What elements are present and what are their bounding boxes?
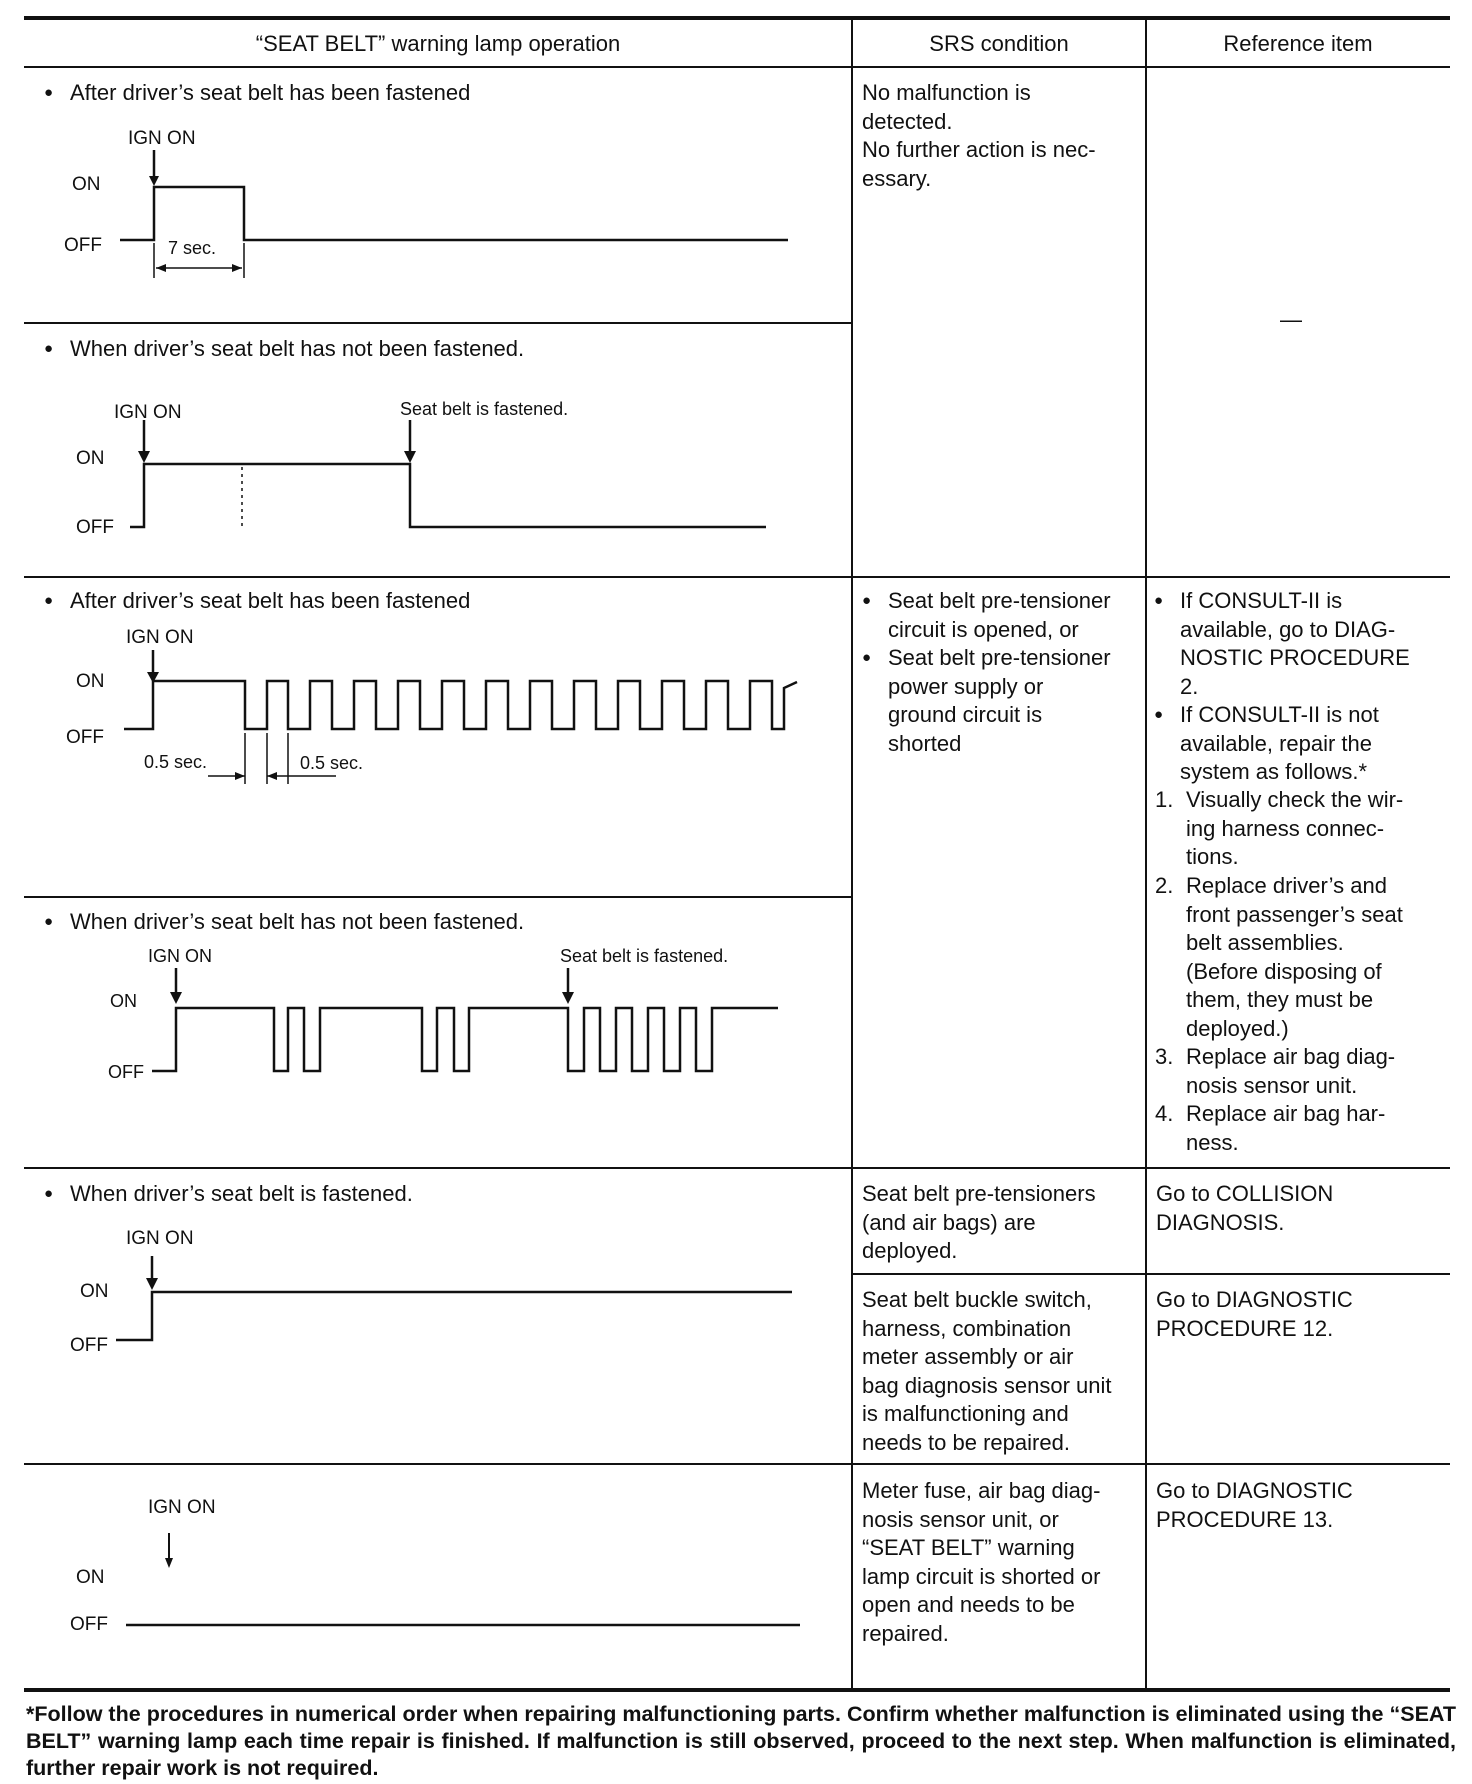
header-col-lamp-operation: “SEAT BELT” warning lamp operation — [255, 31, 621, 56]
row4-off-label: OFF — [70, 1614, 108, 1635]
row2-ref-line: available, go to DIAG- — [1180, 616, 1396, 642]
row3-ign-label: IGN ON — [126, 1228, 194, 1249]
row4-ref-line: Go to DIAGNOSTIC — [1156, 1478, 1353, 1503]
row2-b-ign-label: IGN ON — [148, 946, 213, 966]
row2-ref-line: ● If CONSULT-II is not — [1180, 702, 1379, 727]
row4-srs-line: nosis sensor unit, or — [862, 1506, 1059, 1532]
row1-srs-condition — [862, 79, 1096, 193]
row2-ref-bullet-1 — [1180, 587, 1410, 701]
row2-ref-step-1 — [1186, 786, 1403, 872]
row2-srs-line: shorted — [888, 730, 962, 756]
row1-srs-line: No further action is nec- — [862, 137, 1096, 162]
row3-srs-condition-b — [862, 1286, 1112, 1457]
row4-srs-line: lamp circuit is shorted or — [862, 1563, 1101, 1589]
row1-reference-dash: — — [1280, 307, 1302, 332]
row4-srs-condition — [862, 1477, 1100, 1648]
row3-srs-line: meter assembly or air — [862, 1344, 1074, 1369]
row2-ref-line: belt assemblies. — [1186, 930, 1344, 955]
row3-srs-line: is malfunctioning and — [862, 1401, 1069, 1426]
row1-b-fastened-label: Seat belt is fastened. — [400, 399, 569, 419]
row4-ign-label: IGN ON — [148, 1497, 216, 1518]
row2-ref-line: Replace air bag har- — [1186, 1101, 1386, 1126]
row4-srs-line: repaired. — [862, 1620, 949, 1646]
row2-ref-step-2-number: 2. — [1155, 873, 1174, 898]
row4-ref-line: PROCEDURE 13. — [1156, 1506, 1334, 1532]
row3-srs-line: harness, combination — [862, 1315, 1072, 1341]
row2-ref-line: Replace air bag diag- — [1186, 1044, 1396, 1069]
row2-ref-line: front passenger’s seat — [1186, 901, 1403, 927]
header-col-reference-item: Reference item — [1223, 31, 1373, 56]
row2-ref-line: ness. — [1186, 1129, 1239, 1155]
row3-ref-line: Go to DIAGNOSTIC — [1156, 1287, 1353, 1312]
row2-ref-line: nosis sensor unit. — [1186, 1072, 1358, 1098]
row2-srs-item-2 — [888, 644, 1111, 758]
row2-ref-line: ing harness connec- — [1186, 815, 1385, 841]
row2-ref-line: Replace driver’s and — [1186, 873, 1387, 898]
footnote: *Follow the procedures in numerical order when repairing malfunctioning parts. Confirm whether malfunction is eliminated using the “SEAT BELT” warning lamp each time repair is finished. If malfunction is still observed, proceed to the next step. When malfunction is eliminated, further repair work is not required. — [26, 1702, 1456, 1780]
row3-ref-line: PROCEDURE 12. — [1156, 1315, 1334, 1341]
row2-srs-line: power supply or — [888, 673, 1044, 699]
row1-srs-line: detected. — [862, 108, 953, 134]
row4-reference — [1156, 1477, 1353, 1534]
row2-ref-line: deployed.) — [1186, 1015, 1289, 1041]
row2-ref-step-4 — [1186, 1100, 1385, 1157]
row3-on-label: ON — [80, 1281, 109, 1302]
row1-b-off-label: OFF — [76, 517, 114, 538]
row1-srs-line: essary. — [862, 165, 932, 191]
row3-srs-line: deployed. — [862, 1238, 958, 1263]
row3-reference-b — [1156, 1286, 1353, 1343]
row3-reference-a — [1156, 1180, 1333, 1237]
row4-on-label: ON — [76, 1567, 105, 1588]
row2-ref-line: available, repair the — [1180, 730, 1373, 756]
row2-a-on-label: ON — [76, 671, 105, 692]
row2-ref-step-3-number: 3. — [1155, 1044, 1174, 1069]
row1-a-on-label: ON — [72, 174, 101, 195]
row2-a-duration-label-2: 0.5 sec. — [300, 753, 364, 773]
row3-srs-line: bag diagnosis sensor unit — [862, 1372, 1112, 1398]
row1-srs-line: No malfunction is — [862, 80, 1031, 105]
row2-ref-line: tions. — [1186, 844, 1239, 869]
row1-b-on-label: ON — [76, 448, 105, 469]
row2-a-title: ● After driver’s seat belt has been fastened — [70, 587, 470, 616]
row1-b-title: ● When driver’s seat belt has not been fastened. — [70, 335, 524, 364]
row2-ref-step-3 — [1186, 1043, 1395, 1100]
row2-a-duration-label-1: 0.5 sec. — [144, 752, 208, 772]
row2-ref-line: them, they must be — [1186, 987, 1374, 1012]
row2-ref-line: 2. — [1180, 673, 1199, 699]
row2-ref-step-1-number: 1. — [1155, 787, 1174, 812]
row2-b-on-label: ON — [110, 991, 137, 1011]
row2-ref-line: ● If CONSULT-II is — [1180, 588, 1343, 613]
row2-ref-step-2 — [1186, 872, 1403, 1043]
row3-title: ● When driver’s seat belt is fastened. — [70, 1180, 413, 1209]
header-col-srs-condition: SRS condition — [929, 31, 1069, 56]
row3-ref-line: DIAGNOSIS. — [1156, 1209, 1285, 1235]
row2-ref-line: Visually check the wir- — [1186, 787, 1404, 812]
row2-ref-bullet-2 — [1180, 701, 1379, 787]
row3-off-label: OFF — [70, 1335, 108, 1356]
row2-srs-item-1 — [888, 587, 1111, 644]
row3-ref-line: Go to COLLISION — [1156, 1181, 1334, 1206]
row2-srs-line: ground circuit is — [888, 702, 1043, 727]
row2-a-off-label: OFF — [66, 727, 104, 748]
row2-b-off-label: OFF — [108, 1062, 144, 1082]
row3-srs-line: Seat belt buckle switch, — [862, 1287, 1092, 1312]
row1-a-title: ● After driver’s seat belt has been fastened — [70, 79, 470, 108]
row3-srs-line: needs to be repaired. — [862, 1429, 1070, 1455]
row2-a-ign-label: IGN ON — [126, 627, 194, 648]
row3-srs-line: Seat belt pre-tensioners — [862, 1181, 1096, 1206]
row1-a-off-label: OFF — [64, 235, 102, 256]
row4-srs-line: open and needs to be — [862, 1592, 1075, 1617]
row2-ref-step-4-number: 4. — [1155, 1101, 1174, 1126]
row4-srs-line: Meter fuse, air bag diag- — [862, 1478, 1101, 1503]
row2-ref-line: (Before disposing of — [1186, 958, 1382, 984]
row2-b-title: ● When driver’s seat belt has not been fastened. — [70, 908, 524, 937]
row2-ref-line: NOSTIC PROCEDURE — [1180, 645, 1410, 670]
row1-a-duration-label: 7 sec. — [168, 238, 217, 258]
row1-a-ign-label: IGN ON — [128, 128, 196, 149]
row2-srs-line: circuit is opened, or — [888, 616, 1079, 642]
row2-b-fastened-label: Seat belt is fastened. — [560, 946, 729, 966]
row1-b-ign-label: IGN ON — [114, 402, 182, 423]
row4-srs-line: “SEAT BELT” warning — [862, 1535, 1075, 1560]
row2-ref-line: system as follows.* — [1180, 759, 1368, 784]
row2-srs-line: ● Seat belt pre-tensioner — [888, 588, 1111, 613]
row3-srs-line: (and air bags) are — [862, 1209, 1036, 1235]
row2-srs-line: ● Seat belt pre-tensioner — [888, 645, 1111, 670]
row3-srs-condition-a — [862, 1180, 1096, 1266]
